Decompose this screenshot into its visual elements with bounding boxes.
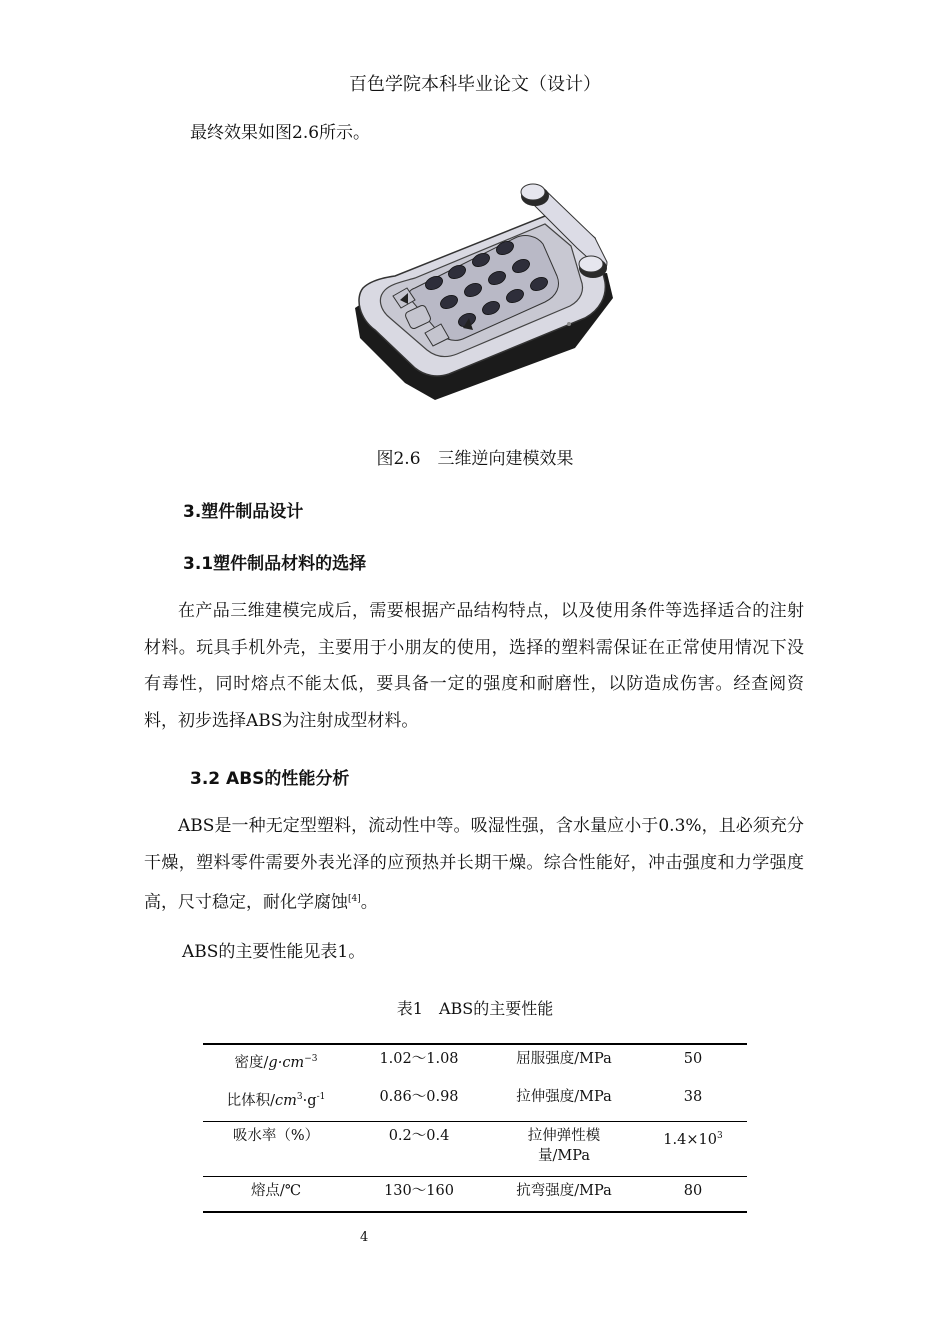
cell-sup: 3 bbox=[296, 1091, 303, 1102]
table-cell: 抗弯强度/MPa bbox=[489, 1176, 639, 1212]
table-cell: 50 bbox=[639, 1044, 747, 1083]
table-cell: 80 bbox=[639, 1176, 747, 1212]
cell-text: 密度/ bbox=[234, 1054, 269, 1071]
sentence-end: 。 bbox=[360, 892, 378, 913]
table-row bbox=[203, 1083, 747, 1121]
table-cell bbox=[203, 1083, 349, 1121]
table-row bbox=[203, 1121, 747, 1176]
table-caption: 表1 ABS的主要性能 bbox=[396, 999, 554, 1018]
table-cell: 熔点/℃ bbox=[203, 1176, 349, 1212]
cell-sup: −3 bbox=[304, 1054, 318, 1064]
cell-text: 1.4×10 bbox=[663, 1131, 717, 1148]
table-row bbox=[203, 1044, 747, 1083]
section-3-heading: 3.塑件制品设计 bbox=[183, 502, 304, 522]
cell-text: 拉伸弹性模量/MPa bbox=[527, 1127, 601, 1164]
page-header: 百色学院本科毕业论文（设计） bbox=[349, 74, 601, 95]
table-cell: 0.86～0.98 bbox=[379, 1088, 459, 1105]
section-3-1-paragraph bbox=[144, 593, 804, 739]
table-cell bbox=[489, 1121, 639, 1176]
table-cell bbox=[203, 1044, 349, 1083]
cell-tail: ·g bbox=[302, 1092, 317, 1109]
figure-label: 图2.6 bbox=[376, 449, 421, 469]
table-cell bbox=[639, 1121, 747, 1176]
toy-phone-3d-model-figure bbox=[345, 178, 635, 408]
toy-phone-icon bbox=[345, 178, 635, 408]
figure-title: 三维逆向建模效果 bbox=[437, 449, 574, 469]
table-cell: 1.02～1.08 bbox=[349, 1044, 489, 1083]
cell-unit: cm bbox=[275, 1092, 297, 1109]
abs-properties-table bbox=[203, 1043, 747, 1213]
figure-caption bbox=[0, 444, 950, 469]
table-cell: 0.2～0.4 bbox=[349, 1121, 489, 1176]
table-cell: 130～160 bbox=[349, 1176, 489, 1212]
citation-ref: [4] bbox=[348, 894, 361, 904]
cell-sup: 3 bbox=[716, 1130, 723, 1141]
section-3-2-text: ABS是一种无定型塑料，流动性中等。吸湿性强，含水量应小于0.3%，且必须充分干燥，塑料零件需要外表光泽的应预热并长期干燥。综合性能好，冲击强度和力学强度高，尺寸稳定，耐化学腐蚀 bbox=[144, 816, 804, 913]
cell-text: 比体积/ bbox=[226, 1092, 276, 1109]
cell-tail-sup: -1 bbox=[316, 1091, 326, 1102]
section-3-2-heading: 3.2 ABS的性能分析 bbox=[190, 769, 350, 789]
figure-intro-text: 最终效果如图2.6所示。 bbox=[190, 123, 371, 143]
section-3-1-text: 在产品三维建模完成后，需要根据产品结构特点，以及使用条件等选择适合的注射材料。玩具手机外壳，主要用于小朋友的使用，选择的塑料需保证在正常使用情况下没有毒性，同时熔点不能太低，要具备一定的强度和耐磨性，以防造成伤害。经查阅资料，初步选择ABS为注射成型材料。 bbox=[144, 601, 804, 731]
cell-unit: g·cm bbox=[268, 1054, 305, 1071]
table-cell: 吸水率（%） bbox=[203, 1121, 349, 1176]
table-cell: 38 bbox=[683, 1088, 703, 1105]
section-3-2-paragraph bbox=[144, 808, 804, 921]
table-row bbox=[203, 1176, 747, 1212]
table-reference-text: ABS的主要性能见表1。 bbox=[182, 942, 366, 962]
table-cell: 屈服强度/MPa bbox=[489, 1044, 639, 1083]
table-cell: 拉伸强度/MPa bbox=[516, 1088, 612, 1105]
page-number: 4 bbox=[360, 1230, 369, 1245]
section-3-1-heading: 3.1塑件制品材料的选择 bbox=[183, 554, 367, 574]
